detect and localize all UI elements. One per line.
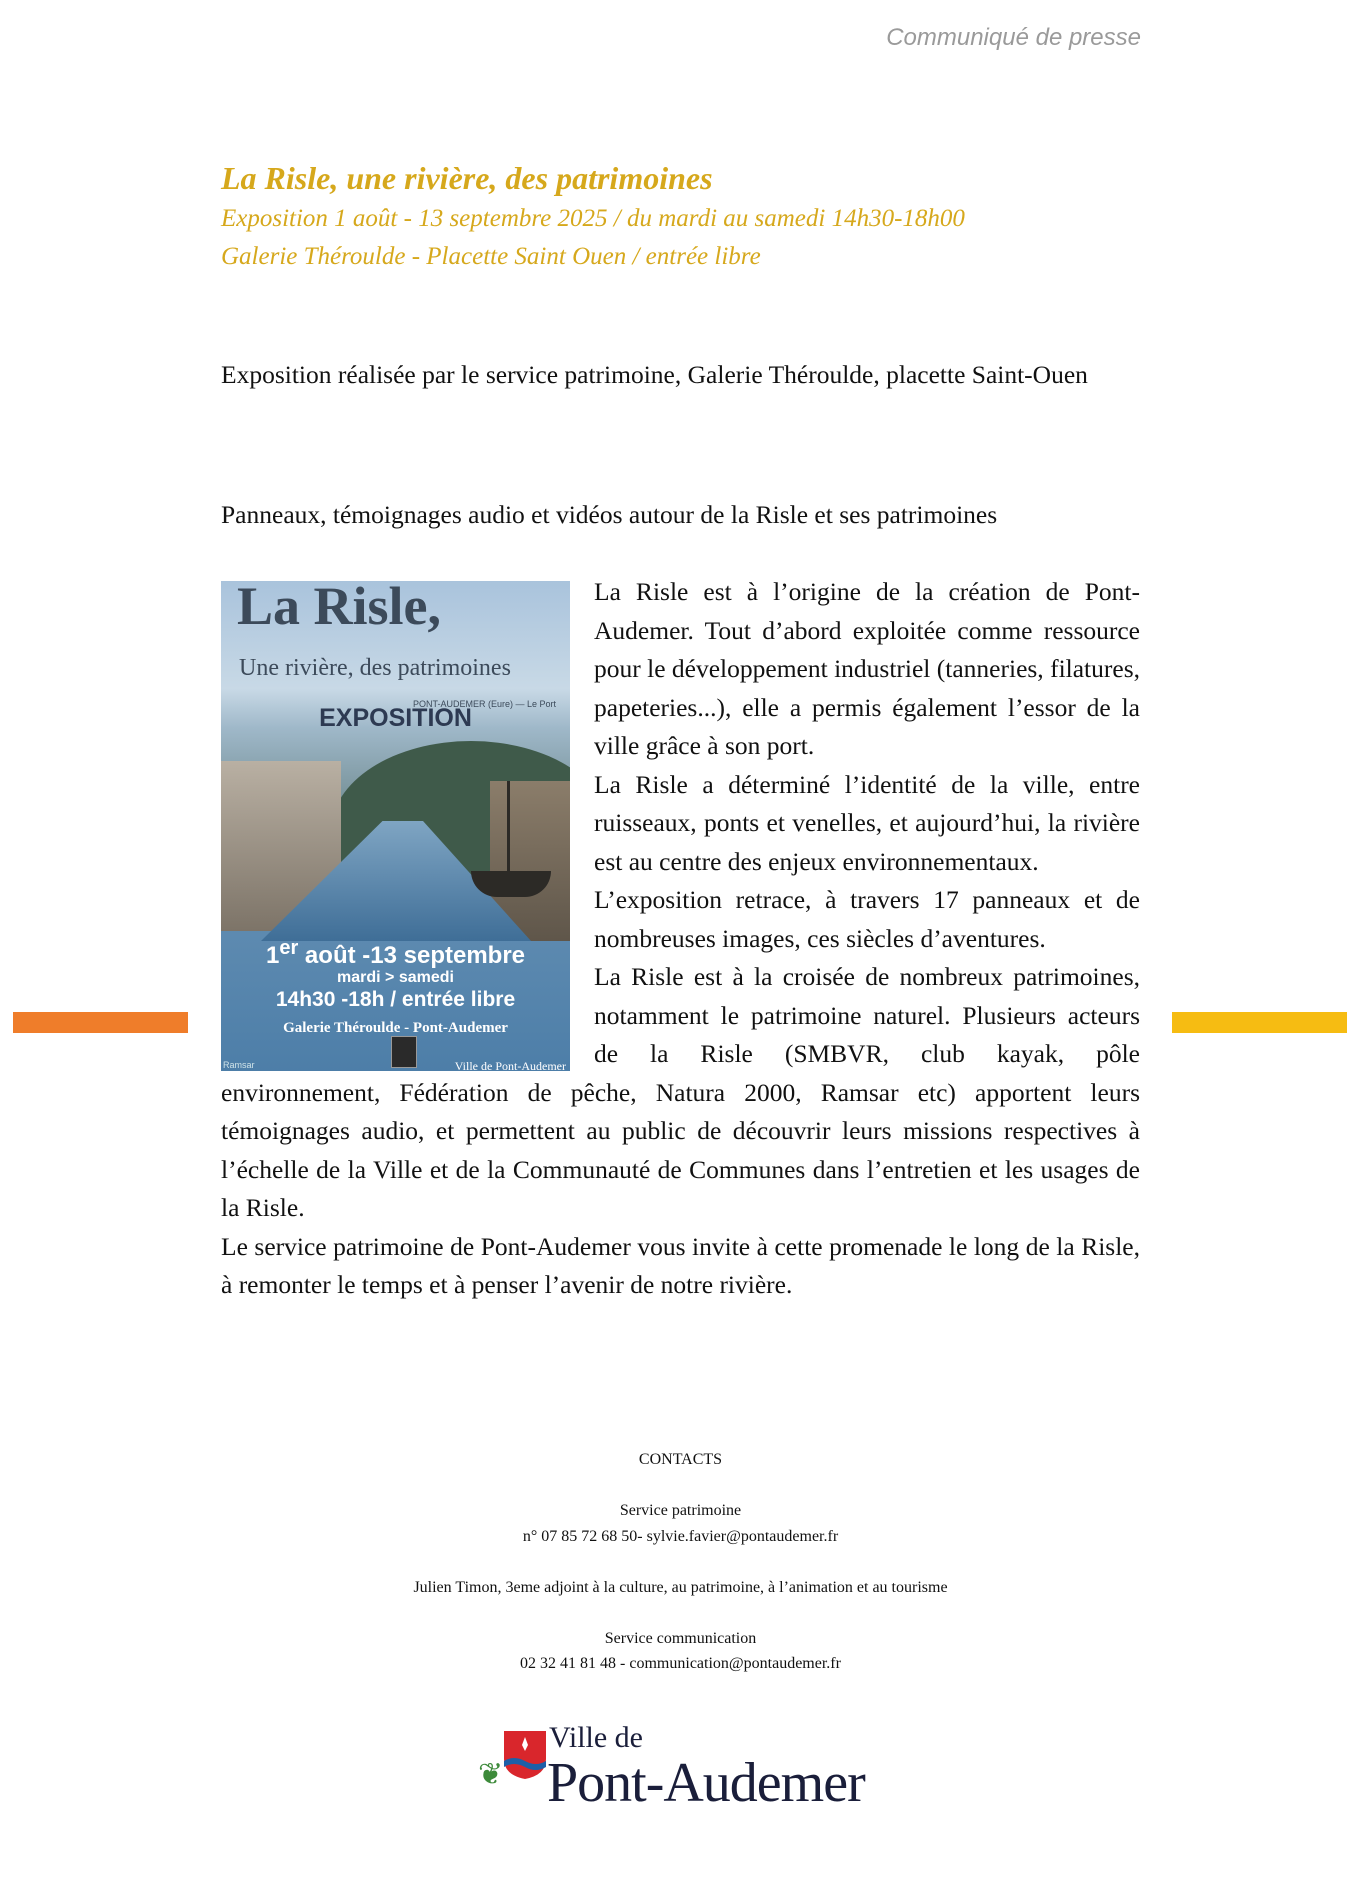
press-release-label: Communiqué de presse	[886, 24, 1141, 51]
poster-dates-rest: août -13 septembre	[298, 942, 525, 969]
contacts-heading: CONTACTS	[638, 1451, 723, 1468]
city-logo	[478, 1721, 878, 1821]
poster-subtitle: Une rivière, des patrimoines	[239, 655, 511, 681]
article-paragraph-4: La Risle est à la croisée de nombreux patrimoines, notamment le patrimoine naturel. Plusieurs acteurs de la Risle (SMBVR, club kayak, pôle environnement, Fédération de pêche, Natura 2000, Ramsar etc) apportent leurs témoignages audio, et permettent au public de découvrir leurs missions respectives à l’échelle de la Ville et de la Communauté de Communes dans l’entretien et les usages de la Risle.	[221, 962, 1140, 1222]
poster-ramsar-logo: Ramsar	[223, 1060, 255, 1070]
poster-hours: 14h30 -18h / entrée libre	[275, 988, 516, 1011]
poster-venue: Galerie Théroulde - Pont-Audemer	[283, 1020, 508, 1036]
olive-branch-icon: ❦	[478, 1758, 504, 1791]
contact-service-communication: Service communication	[604, 1629, 757, 1647]
page-title: La Risle, une rivière, des patrimoines	[221, 160, 713, 196]
orange-accent-band	[13, 1012, 188, 1033]
poster-dates-prefix: 1	[266, 942, 280, 969]
exhibition-dates: Exposition 1 août - 13 septembre 2025 / du mardi au samedi 14h30-18h00	[221, 205, 965, 232]
contact-person: Julien Timon, 3eme adjoint à la culture, au patrimoine, à l’animation et au tourisme	[413, 1578, 948, 1596]
article-paragraph-3: L’exposition retrace, à travers 17 panneaux et de nombreuses images, ces siècles d’aventures.	[594, 885, 1140, 953]
poster-dates-sup: er	[279, 937, 299, 959]
coat-of-arms-icon	[502, 1729, 548, 1781]
exhibition-poster	[221, 581, 570, 1071]
contact-service-patrimoine: Service patrimoine	[619, 1502, 742, 1519]
contacts-block	[221, 1447, 1140, 1677]
contact-patrimoine-details: n° 07 85 72 68 50- sylvie.favier@pontaudemer.fr	[522, 1527, 839, 1545]
logo-line-1: Ville de	[549, 1721, 643, 1754]
contact-communication-details: 02 32 41 81 48 - communication@pontaudemer.fr	[520, 1655, 841, 1672]
exhibition-venue: Galerie Théroulde - Placette Saint Ouen / entrée libre	[221, 243, 761, 270]
poster-exposition: EXPOSITION	[319, 704, 472, 732]
logo-line-2: Pont-Audemer	[547, 1752, 865, 1814]
article	[221, 573, 1140, 1305]
yellow-accent-band	[1172, 1012, 1347, 1033]
section-subtitle: Panneaux, témoignages audio et vidéos autour de la Risle et ses patrimoines	[221, 500, 998, 529]
poster-days: mardi > samedi	[337, 969, 454, 986]
poster-city-logo: Ville de Pont-Audemer	[454, 1059, 566, 1071]
poster-badge-icon	[391, 1036, 417, 1068]
poster-boat-mast	[507, 781, 510, 876]
poster-title: La Risle,	[237, 581, 442, 636]
article-paragraph-5: Le service patrimoine de Pont-Audemer vous invite à cette promenade le long de la Risle, à remonter le temps et à penser l’avenir de notre rivière.	[221, 1231, 1140, 1299]
poster-caption: PONT-AUDEMER (Eure) — Le Port	[412, 699, 556, 709]
article-paragraph-2: La Risle a déterminé l’identité de la ville, entre ruisseaux, ponts et venelles, et aujourd’hui, la rivière est au centre des enjeux environnementaux.	[594, 769, 1140, 876]
intro-paragraph: Exposition réalisée par le service patrimoine, Galerie Théroulde, placette Saint-Ouen	[221, 360, 1088, 389]
title-block	[221, 156, 965, 276]
article-paragraph-1: La Risle est à l’origine de la création de Pont-Audemer. Tout d’abord exploitée comme ressource pour le développement industriel (tanneries, filatures, papeteries...), elle a permis également l’essor de la ville grâce à son port.	[594, 577, 1140, 760]
